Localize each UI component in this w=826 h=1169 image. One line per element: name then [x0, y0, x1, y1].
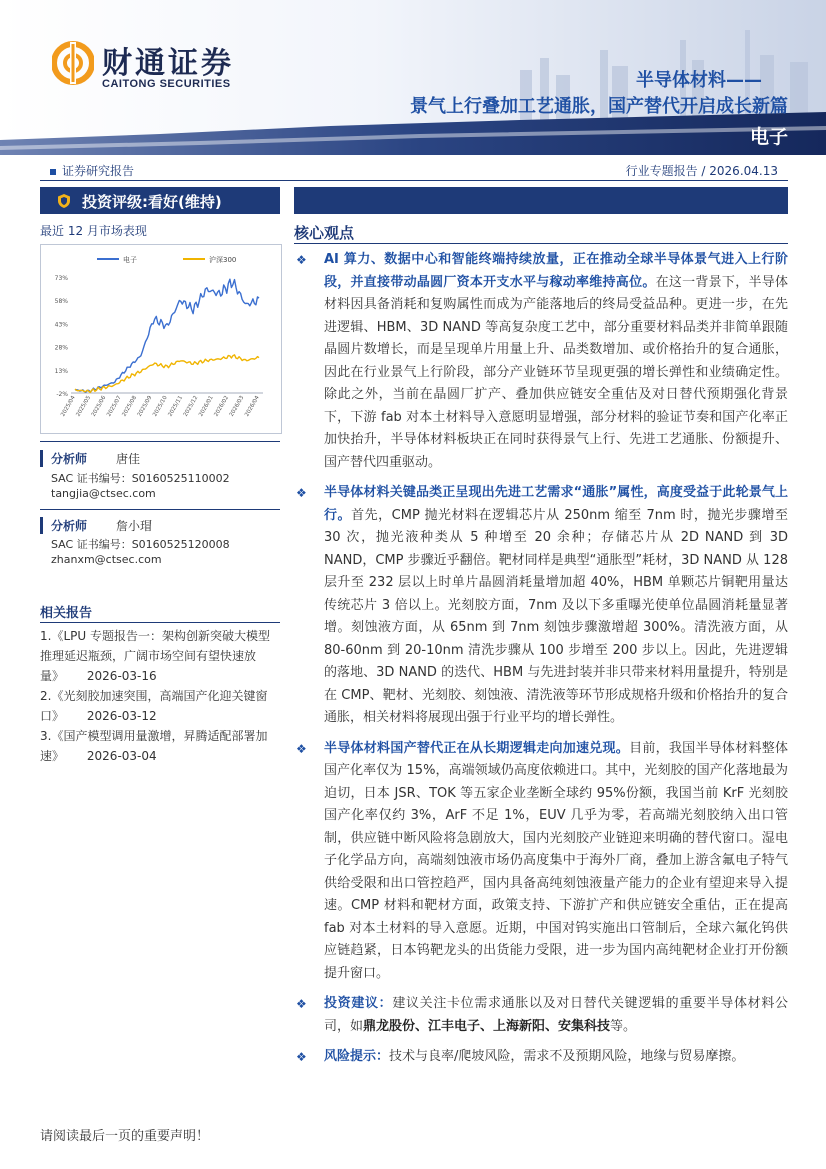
- diamond-bullet-icon: ❖: [296, 741, 307, 756]
- point-tail: 等。: [610, 1018, 637, 1034]
- core-point: [294, 993, 788, 1038]
- caitong-logo-icon: [52, 40, 94, 86]
- y-tick-label: -2%: [56, 391, 68, 398]
- series-line-csi300: [75, 355, 259, 393]
- divider: [40, 509, 280, 510]
- y-tick-label: 28%: [54, 344, 68, 352]
- x-tick-label: 2026/02: [213, 395, 231, 418]
- x-tick-label: 2026/01: [198, 395, 215, 418]
- related-reports-list: [40, 626, 280, 766]
- report-title-line1: 半导体材料——: [636, 70, 762, 91]
- diamond-bullet-icon: ❖: [296, 486, 307, 500]
- analyst-name: 詹小瑁: [116, 519, 153, 533]
- x-tick-label: 2025/06: [90, 395, 108, 418]
- analyst-label: 分析师: [40, 450, 87, 467]
- point-lead: 半导体材料国产替代正在从长期逻辑走向加速兑现。: [324, 740, 630, 756]
- y-tick-label: 73%: [54, 275, 68, 282]
- sector-label: 电子: [749, 126, 788, 148]
- rating-bar: [40, 187, 280, 214]
- related-report-date: 2026-03-04: [86, 749, 157, 763]
- related-report-title: 2.《光刻胶加速突围，高端国产化迎关键窗口》: [40, 689, 268, 723]
- series-line-electronics: [75, 279, 259, 392]
- point-lead: 风险提示：: [324, 1049, 390, 1064]
- related-report-title: 1.《LPU 专题报告一：架构创新突破大模型推理延迟瓶颈，广阔市场空间有望快速放量》: [40, 629, 270, 683]
- analyst-email[interactable]: zhanxm@ctsec.com: [51, 553, 162, 566]
- x-tick-label: 2025/10: [152, 395, 169, 418]
- investment-rating: 投资评级:看好(维持): [82, 193, 222, 211]
- x-tick-label: 2026/03: [228, 395, 246, 418]
- shield-icon: [56, 193, 72, 209]
- divider: [40, 180, 788, 181]
- divider: [294, 243, 788, 244]
- brand-name-en: CAITONG SECURITIES: [102, 78, 231, 90]
- legend-label: 沪深300: [209, 256, 237, 264]
- related-reports-title: 相关报告: [40, 606, 93, 621]
- related-report-item[interactable]: [40, 686, 280, 726]
- report-category: [50, 162, 134, 179]
- x-tick-label: 2025/11: [167, 395, 185, 418]
- market-performance-chart: [40, 244, 282, 434]
- x-tick-label: 2025/12: [182, 395, 200, 418]
- brand-logo: [52, 38, 252, 98]
- related-report-item[interactable]: [40, 726, 280, 766]
- divider: [40, 441, 280, 442]
- square-bullet-icon: [50, 169, 56, 175]
- diamond-bullet-icon: ❖: [296, 1050, 307, 1064]
- divider: [40, 622, 280, 623]
- point-lead: 投资建议：: [324, 996, 393, 1011]
- analyst-cert: SAC 证书编号：S0160525110002: [51, 472, 230, 485]
- report-category-text: 证券研究报告: [62, 164, 135, 178]
- x-tick-label: 2026/04: [244, 395, 261, 418]
- analyst-email[interactable]: tangjia@ctsec.com: [51, 487, 156, 500]
- core-views-list: [294, 249, 788, 1077]
- core-point: [294, 738, 788, 986]
- x-tick-label: 2025/07: [106, 395, 123, 418]
- performance-label: 最近 12 月市场表现: [40, 224, 147, 238]
- diamond-bullet-icon: ❖: [296, 997, 307, 1011]
- y-tick-label: 43%: [54, 321, 68, 329]
- core-views-title: 核心观点: [294, 224, 355, 242]
- core-point: [294, 249, 788, 474]
- point-lead: 半导体材料关键品类正呈现出先进工艺需求“通胀”属性，高度受益于此轮景气上行。: [324, 485, 788, 523]
- x-tick-label: 2025/04: [60, 395, 77, 418]
- point-body: 建议关注卡位需求通胀以及对日替代关键逻辑的重要半导体材料公司，如: [324, 996, 788, 1034]
- related-report-title: 3.《国产模型调用量激增，昇腾适配部署加速》: [40, 729, 268, 763]
- point-body: 在这一背景下，半导体材料因具备消耗和复购属性而成为产能落地后的终局受益品种。更进一步，在先进逻辑、HBM、3D NAND 等高复杂度工艺中，部分重要材料品类并非简单跟随晶圆片数增长，而是呈现单片用量上升、品类数增加、或价格抬升的复合通胀，因此在行业景气上行阶段，部分产业链环节呈现更强的增长弹性和业绩确定性。除此之外，当前在晶圆厂扩产、叠加供应链安全重估及对日替代预期强化背景下，下游 fab 对本土材料导入意愿明显增强，部分材料的验证节奏和国产化率正加快抬升，半导体材料板块正在同时获得景气上行、先进工艺通胀、份额提升、国产替代四重驱动。: [324, 274, 788, 470]
- diamond-bullet-icon: ❖: [296, 253, 307, 267]
- brand-name-cn: 财通证券: [102, 46, 234, 81]
- chart-canvas: [41, 245, 281, 433]
- y-tick-label: 58%: [54, 298, 68, 306]
- report-date: 行业专题报告 / 2026.04.13: [625, 164, 778, 178]
- point-body: 首先，CMP 抛光材料在逻辑芯片从 250nm 缩至 7nm 时，抛光步骤增至 30 次，抛光液种类从 5 种增至 20 余种；存储芯片从 2D NAND 到 3D NAND，CMP 步骤近乎翻倍。靶材同样是典型“通胀型”耗材，3D NAND 从 128 层升至 232 层以上时单片晶圆消耗量增加超 40%，HBM 单颗芯片铜靶用量达传统芯片 3 倍以上。光刻胶方面，7nm 及以下多重曝光使单位晶圆消耗量显著增。刻蚀液方面，从 65nm 到 7nm 刻蚀步骤激增超 300%。清洗液方面，从 80-60nm 到 20-10nm 清洗步骤从 100 步增至 200 步以上。因此，先进逻辑的落地、3D NAND 的迭代、HBM 与先进封装并非只带来材料用量提升，特别是在 CMP、靶材、光刻胶、刻蚀液、清洗液等环节形成规格升级和价格抬升的复合通胀，相关材料将展现出强于行业平均的增长弹性。: [324, 507, 788, 725]
- x-tick-label: 2025/08: [121, 395, 139, 418]
- point-body: 目前，我国半导体材料整体国产化率仅为 15%，高端领域仍高度依赖进口。其中，光刻胶的国产化落地最为迫切，日本 JSR、TOK 等五家企业垄断全球约 95%份额，我国当前 KrF 光刻胶国产化率仅约 3%，ArF 不足 1%，EUV 几乎为零，若高端光刻胶纳入出口管制，供应链中断风险将急剧放大，国内光刻胶产业链迎来明确的替代窗口。湿电子化学品方向，高端刻蚀液市场仍高度集中于海外厂商，叠加上游含氟电子特气供给受限和出口管控趋严，国内具备高纯刻蚀液量产能力的企业有望迎来导入提速。CMP 材料和靶材方面，政策支持、下游扩产和供应链安全重估，正在提高 fab 对本土材料的导入意愿。近期，中国对钨实施出口管制后，全球六氟化钨供应链趋紧，日本钨靶龙头的出货能力受限，进一步为国内高纯靶材企业打开份额提升窗口。: [324, 740, 788, 981]
- core-point: [294, 482, 788, 730]
- analyst-name: 唐佳: [116, 452, 141, 466]
- related-report-date: 2026-03-12: [86, 709, 157, 723]
- analyst-cert: SAC 证书编号：S0160525120008: [51, 538, 230, 551]
- y-tick-label: 13%: [54, 367, 68, 375]
- x-tick-label: 2025/05: [75, 395, 93, 418]
- core-header-bar: [294, 187, 788, 214]
- related-report-item[interactable]: [40, 626, 280, 686]
- disclaimer-note: 请阅读最后一页的重要声明！: [40, 1129, 210, 1144]
- report-title-line2: 景气上行叠加工艺通胀，国产替代开启成长新篇: [410, 96, 788, 117]
- point-lead: AI 算力、数据中心和智能终端持续放量，正在推动全球半导体景气进入上行阶段，并直接带动晶圆厂资本开支水平与稼动率维持高位。: [324, 252, 788, 290]
- analyst-label: 分析师: [40, 517, 87, 534]
- core-point: [294, 1046, 788, 1069]
- recommended-stocks: 鼎龙股份、江丰电子、上海新阳、安集科技: [363, 1018, 611, 1034]
- legend-label: 电子: [123, 256, 137, 264]
- x-tick-label: 2025/09: [136, 395, 154, 418]
- related-report-date: 2026-03-16: [86, 669, 157, 683]
- point-body: 技术与良率/爬坡风险，需求不及预期风险，地缘与贸易摩擦。: [389, 1049, 745, 1064]
